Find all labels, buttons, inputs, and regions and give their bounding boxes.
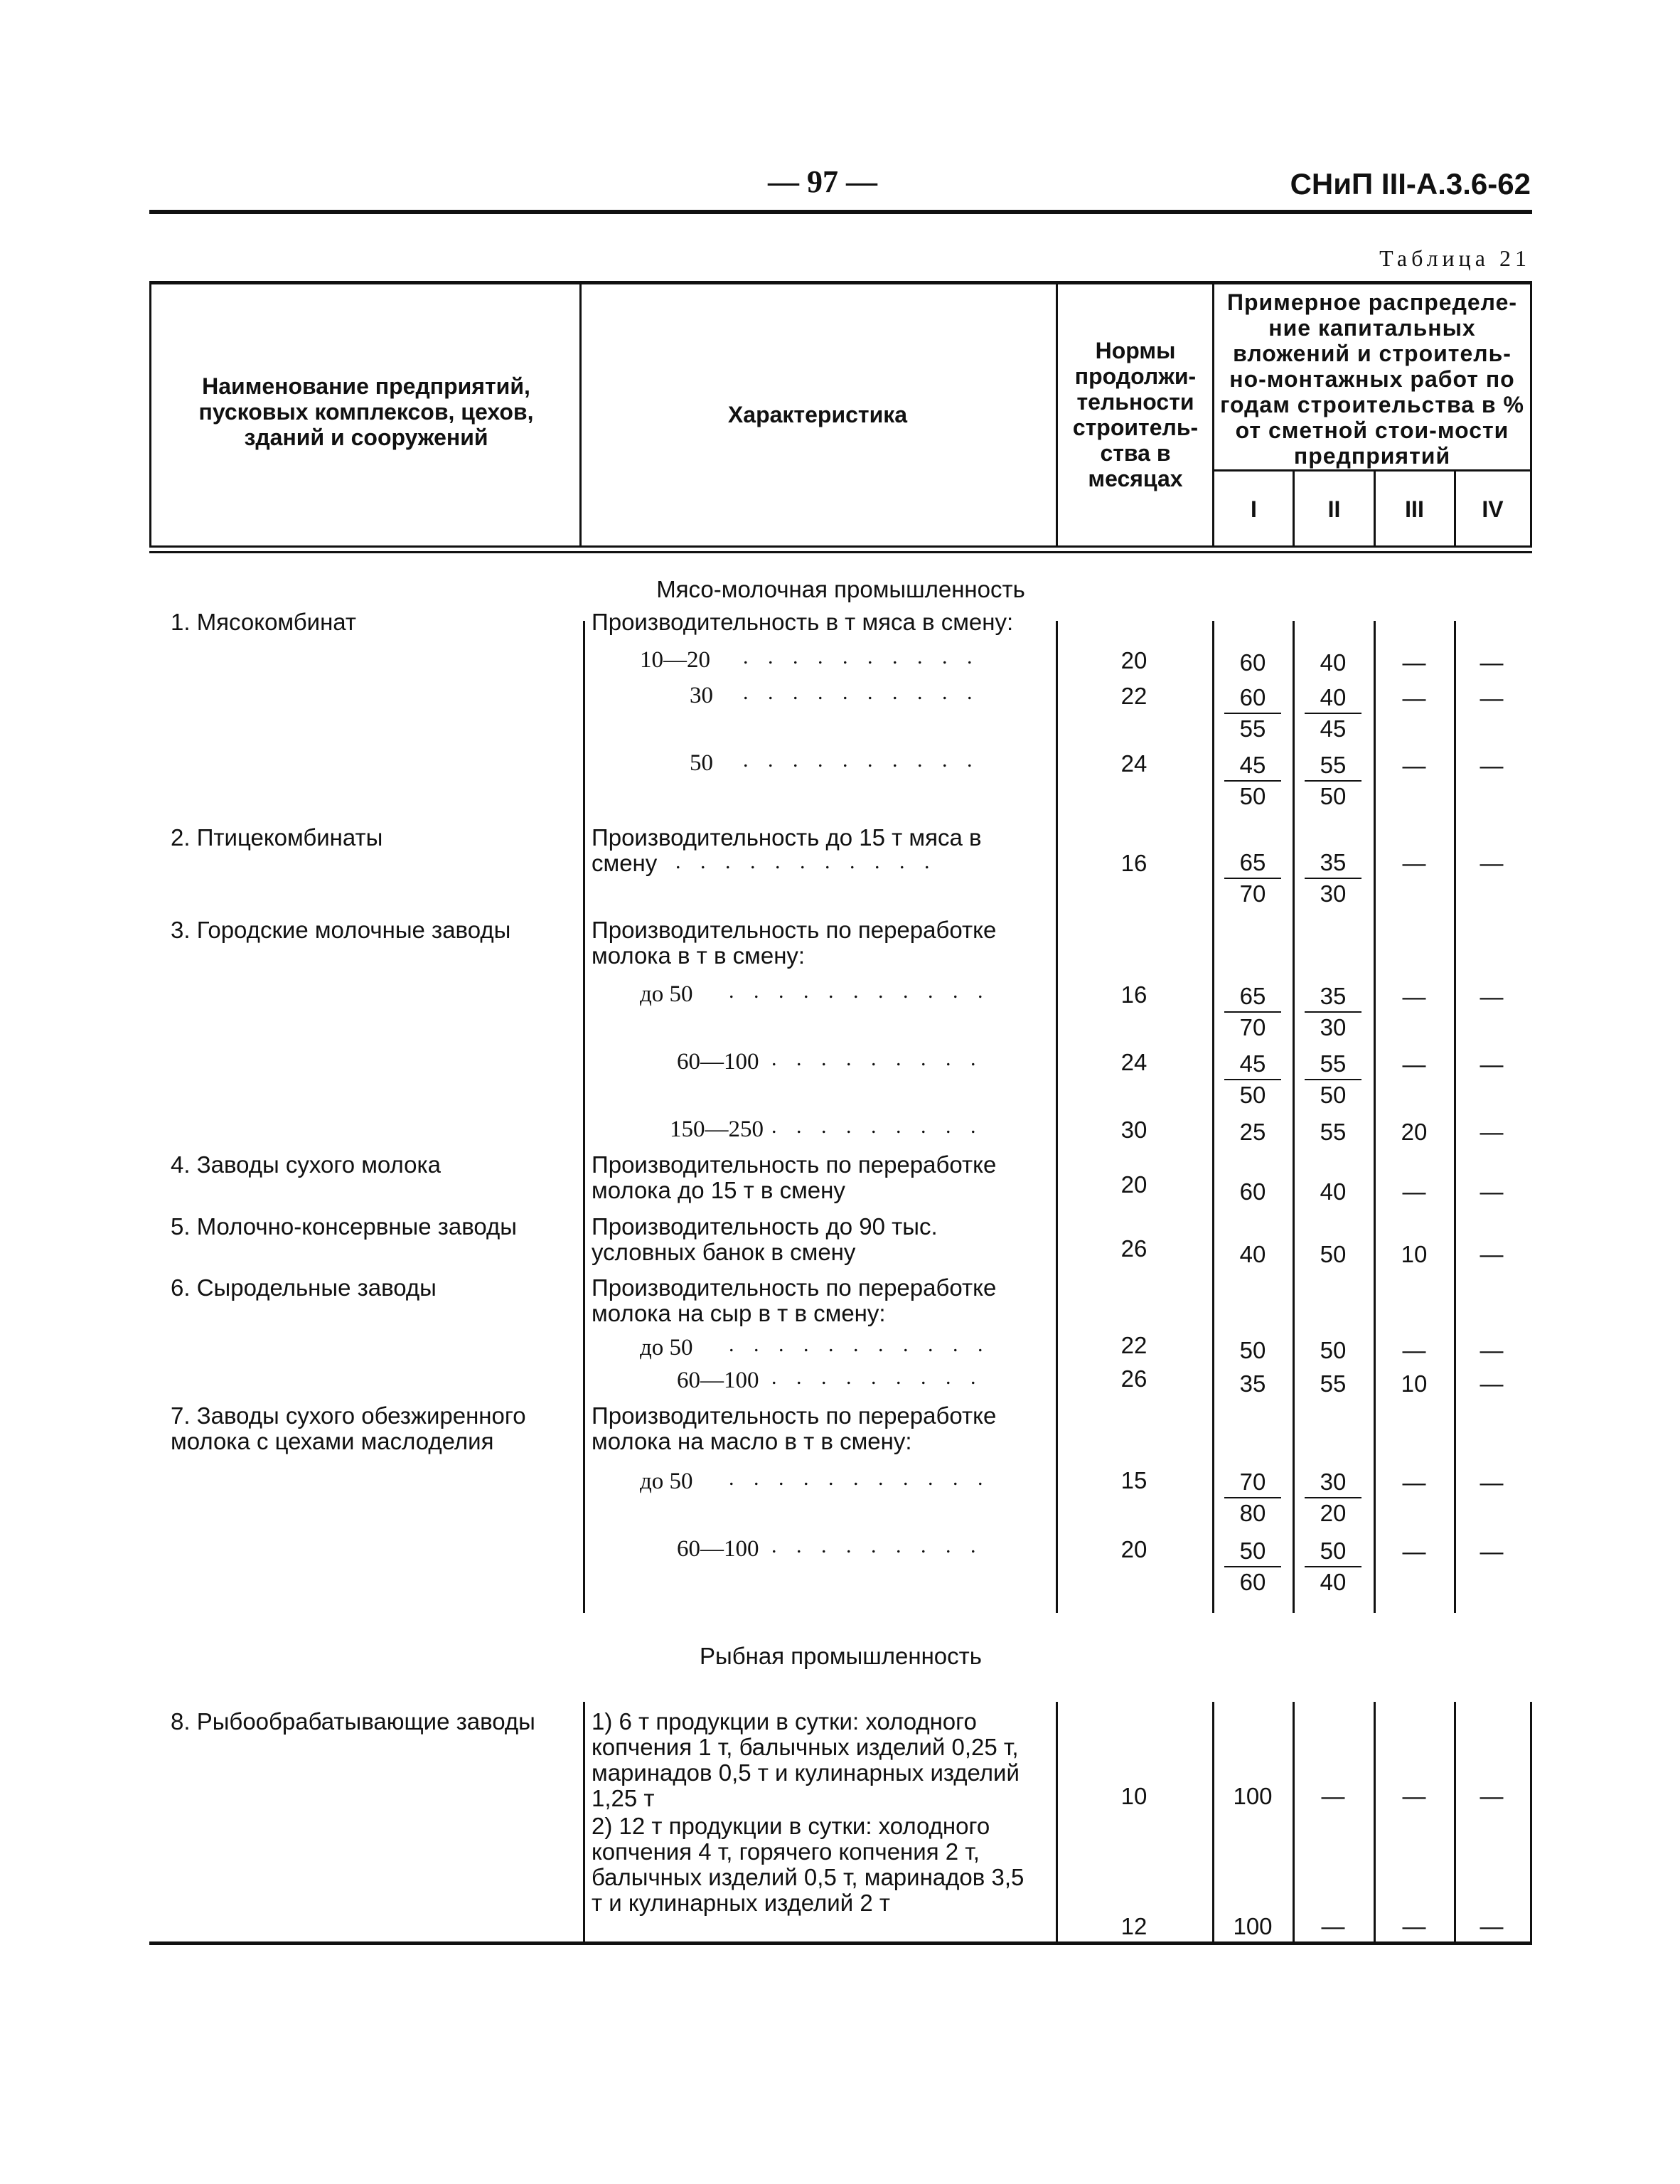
dot-leader: . . . . . . . . . (771, 1365, 983, 1389)
row-3-name: 3. Городские молочные заводы (171, 917, 511, 943)
row-7b-year-I-top: 50 (1224, 1536, 1281, 1567)
row-8b-year-III: — (1402, 1913, 1426, 1939)
row-5-characteristic: Производительность до 90 тыс. условных банок в смену (592, 1213, 938, 1265)
fish-col-divider-norm-right (1212, 1702, 1214, 1944)
row-2-year-III: — (1402, 850, 1426, 876)
fish-col-divider-right (1530, 1702, 1532, 1944)
dot-leader: . . . . . . . . . (771, 1047, 983, 1070)
header-bottom-rule-2 (149, 551, 1532, 553)
dot-leader: . . . . . . . . . . . (675, 850, 937, 873)
row-2-name: 2. Птицекомбинаты (171, 824, 383, 851)
header-distribution-column: Примерное распределе-ние капитальных вложений и строитель-но-монтажных работ по годам строительства в % от сметной стои-мости предприятий (1220, 289, 1524, 469)
norms-table (149, 281, 1532, 1949)
row-3b-year-III: — (1402, 1051, 1426, 1077)
row-7a-year-I-bottom: 80 (1239, 1500, 1266, 1526)
row-1b-year-I (1224, 683, 1281, 744)
body-col-divider-char-left (583, 621, 585, 1613)
row-1c-year-I (1224, 750, 1281, 811)
row-3a-year-IV: — (1480, 984, 1504, 1010)
body-col-divider-y1 (1293, 621, 1295, 1613)
dot-leader: . . . . . . . . . . (743, 748, 980, 772)
header-bottom-rule (149, 545, 1532, 548)
row-8b-characteristic: 2) 12 т продукции в сутки: холодного копчения 4 т, горячего копчения 2 т, балычных изделий 0,5 т, маринадов 3,5 т и кулинарных изделий 2 т (592, 1813, 1024, 1916)
row-1b-capacity: 30 (690, 683, 713, 708)
row-1c-year-IV: — (1480, 752, 1504, 779)
row-7b-year-I (1224, 1536, 1281, 1597)
header-rule (149, 210, 1532, 214)
row-7a-year-II-bottom: 20 (1320, 1500, 1347, 1526)
row-4-name: 4. Заводы сухого молока (171, 1151, 442, 1178)
row-6b-year-III: 10 (1401, 1370, 1428, 1397)
row-6a-norm: 22 (1120, 1332, 1147, 1358)
row-2-year-II-bottom: 30 (1320, 880, 1347, 907)
row-2-norm: 16 (1120, 850, 1147, 876)
row-3c-year-IV: — (1480, 1119, 1504, 1145)
row-8a-year-III: — (1402, 1783, 1426, 1809)
row-1a-year-II: 40 (1320, 649, 1347, 676)
row-7a-year-I-top: 70 (1224, 1467, 1281, 1498)
row-1b-year-I-bottom: 55 (1239, 715, 1266, 742)
fish-col-divider-y3 (1454, 1702, 1456, 1944)
row-3c-year-II: 55 (1320, 1119, 1347, 1145)
section-fish: Рыбная промышленность (700, 1643, 982, 1669)
header-col-divider-3 (1056, 281, 1058, 548)
header-year-III: III (1405, 496, 1424, 522)
row-2-year-II (1305, 848, 1361, 909)
row-8b-year-I: 100 (1233, 1913, 1273, 1939)
row-3a-year-II (1305, 981, 1361, 1043)
row-1c-year-I-top: 45 (1224, 750, 1281, 782)
row-7b-year-II (1305, 1536, 1361, 1597)
row-1-characteristic: Производительность в т мяса в смену: (592, 609, 1014, 635)
row-3b-capacity: 60—100 (677, 1049, 759, 1075)
row-3c-capacity: 150—250 (670, 1117, 764, 1142)
row-6a-year-IV: — (1480, 1337, 1504, 1363)
row-3a-year-II-top: 35 (1305, 981, 1361, 1013)
row-2-characteristic: Производительность до 15 т мяса в смену (592, 824, 982, 876)
row-3b-year-I-bottom: 50 (1239, 1082, 1266, 1108)
header-characteristic-column: Характеристика (727, 402, 908, 427)
fish-col-divider-y2 (1374, 1702, 1376, 1944)
header-norms-column: Нормы продолжи-тельности строитель-ства в месяцах (1072, 338, 1199, 491)
row-6b-capacity: 60—100 (677, 1368, 759, 1393)
dot-leader: . . . . . . . . . . . (729, 1466, 990, 1490)
header-col-divider-2 (579, 281, 582, 548)
row-3b-year-I-top: 45 (1224, 1049, 1281, 1080)
body-col-divider-norm-right (1212, 621, 1214, 1613)
row-5-year-IV: — (1480, 1241, 1504, 1267)
row-1-name: 1. Мясокомбинат (171, 609, 357, 635)
row-8b-norm: 12 (1120, 1913, 1147, 1939)
row-7a-year-III: — (1402, 1469, 1426, 1496)
fish-col-divider-char-right (1056, 1702, 1058, 1944)
header-col-divider-5 (1530, 281, 1532, 548)
row-4-year-I: 60 (1239, 1178, 1266, 1205)
header-col-divider-1 (149, 281, 151, 548)
row-1c-capacity: 50 (690, 750, 713, 776)
row-4-year-IV: — (1480, 1178, 1504, 1205)
table-label: Таблица 21 (1379, 245, 1531, 271)
row-7b-year-IV: — (1480, 1538, 1504, 1565)
row-6b-year-II: 55 (1320, 1370, 1347, 1397)
row-1c-norm: 24 (1120, 750, 1147, 777)
row-8a-year-I: 100 (1233, 1783, 1273, 1809)
dot-leader: . . . . . . . . . (771, 1534, 983, 1557)
row-7b-year-III: — (1402, 1538, 1426, 1565)
row-6b-norm: 26 (1120, 1365, 1147, 1392)
row-5-year-II: 50 (1320, 1241, 1347, 1267)
row-1b-year-II (1305, 683, 1361, 744)
row-6a-capacity: до 50 (640, 1335, 693, 1360)
row-2-year-I-top: 65 (1224, 848, 1281, 879)
row-7a-year-II (1305, 1467, 1361, 1528)
section-meat-dairy: Мясо-молочная промышленность (656, 576, 1025, 602)
dot-leader: . . . . . . . . . . (743, 681, 980, 704)
row-6b-year-IV: — (1480, 1370, 1504, 1397)
fish-col-divider-y1 (1293, 1702, 1295, 1944)
row-1c-year-I-bottom: 50 (1239, 783, 1266, 809)
row-8a-norm: 10 (1120, 1783, 1147, 1809)
row-1a-year-I: 60 (1239, 649, 1266, 676)
row-6a-year-III: — (1402, 1337, 1426, 1363)
row-8a-characteristic: 1) 6 т продукции в сутки: холодного копчения 1 т, балычных изделий 0,25 т, маринадов 0,5 т и кулинарных изделий 1,25 т (592, 1708, 1020, 1811)
row-1b-year-IV: — (1480, 685, 1504, 711)
row-3b-year-I (1224, 1049, 1281, 1110)
row-1c-year-III: — (1402, 752, 1426, 779)
header-name-column: Наименование предприятий, пусковых комплексов, цехов, зданий и сооружений (198, 373, 534, 450)
row-1a-norm: 20 (1120, 647, 1147, 673)
row-1c-year-II-bottom: 50 (1320, 783, 1347, 809)
row-3a-capacity: до 50 (640, 981, 693, 1007)
header-year-I: I (1251, 496, 1257, 522)
row-1b-norm: 22 (1120, 683, 1147, 709)
row-7b-year-II-top: 50 (1305, 1536, 1361, 1567)
row-3a-year-II-bottom: 30 (1320, 1014, 1347, 1040)
header-year-IV: IV (1482, 496, 1504, 522)
row-2-year-I (1224, 848, 1281, 909)
row-3b-year-II-bottom: 50 (1320, 1082, 1347, 1108)
header-years-rule (1212, 469, 1532, 472)
row-3a-year-I (1224, 981, 1281, 1043)
row-7a-year-I (1224, 1467, 1281, 1528)
row-7-name: 7. Заводы сухого обезжиренного молока с цехами маслоделия (171, 1402, 526, 1454)
row-1c-year-II (1305, 750, 1361, 811)
row-7b-norm: 20 (1120, 1536, 1147, 1562)
row-8b-year-II: — (1321, 1913, 1345, 1939)
row-4-norm: 20 (1120, 1171, 1147, 1198)
row-2-year-I-bottom: 70 (1239, 880, 1266, 907)
dot-leader: . . . . . . . . . . (743, 645, 980, 668)
dot-leader: . . . . . . . . . . . (729, 1333, 990, 1356)
row-7a-year-IV: — (1480, 1469, 1504, 1496)
row-4-year-III: — (1402, 1178, 1426, 1205)
row-3b-year-IV: — (1480, 1051, 1504, 1077)
row-6a-year-I: 50 (1239, 1337, 1266, 1363)
row-3c-norm: 30 (1120, 1117, 1147, 1143)
row-5-year-I: 40 (1239, 1241, 1266, 1267)
row-7b-capacity: 60—100 (677, 1536, 759, 1562)
row-6b-year-I: 35 (1239, 1370, 1266, 1397)
row-1a-year-III: — (1402, 649, 1426, 676)
header-year-II: II (1327, 496, 1341, 522)
row-3c-year-III: 20 (1401, 1119, 1428, 1145)
row-4-year-II: 40 (1320, 1178, 1347, 1205)
row-1b-year-I-top: 60 (1224, 683, 1281, 714)
row-3a-norm: 16 (1120, 981, 1147, 1008)
row-1b-year-II-bottom: 45 (1320, 715, 1347, 742)
row-6-characteristic: Производительность по переработке молока на сыр в т в смену: (592, 1274, 997, 1326)
fish-col-divider-char-left (583, 1702, 585, 1944)
row-6-name: 6. Сыродельные заводы (171, 1274, 437, 1301)
row-3a-year-III: — (1402, 984, 1426, 1010)
row-3-characteristic: Производительность по переработке молока в т в смену: (592, 917, 997, 969)
row-6a-year-II: 50 (1320, 1337, 1347, 1363)
row-8-name: 8. Рыбообрабатывающие заводы (171, 1708, 535, 1735)
row-1a-capacity: 10—20 (640, 647, 710, 673)
row-8b-year-IV: — (1480, 1913, 1504, 1939)
row-7b-year-I-bottom: 60 (1239, 1569, 1266, 1595)
dot-leader: . . . . . . . . . . . (729, 979, 990, 1003)
row-7b-year-II-bottom: 40 (1320, 1569, 1347, 1595)
row-1b-year-II-top: 40 (1305, 683, 1361, 714)
page-number: — 97 — (768, 164, 877, 199)
table-bottom-rule (149, 1941, 1532, 1945)
row-5-year-III: 10 (1401, 1241, 1428, 1267)
row-1a-year-IV: — (1480, 649, 1504, 676)
row-5-name: 5. Молочно-консервные заводы (171, 1213, 518, 1240)
row-8a-year-IV: — (1480, 1783, 1504, 1809)
body-col-divider-char-right (1056, 621, 1058, 1613)
row-3a-year-I-top: 65 (1224, 981, 1281, 1013)
row-5-norm: 26 (1120, 1235, 1147, 1262)
table-top-rule (149, 281, 1532, 284)
dot-leader: . . . . . . . . . (771, 1114, 983, 1138)
row-2-year-IV: — (1480, 850, 1504, 876)
row-3b-norm: 24 (1120, 1049, 1147, 1075)
row-7-characteristic: Производительность по переработке молока на масло в т в смену: (592, 1402, 997, 1454)
row-8a-year-II: — (1321, 1783, 1345, 1809)
row-3b-year-II-top: 55 (1305, 1049, 1361, 1080)
row-7a-norm: 15 (1120, 1467, 1147, 1493)
row-7a-year-II-top: 30 (1305, 1467, 1361, 1498)
row-7a-capacity: до 50 (640, 1469, 693, 1494)
row-3a-year-I-bottom: 70 (1239, 1014, 1266, 1040)
row-2-year-II-top: 35 (1305, 848, 1361, 879)
row-4-characteristic: Производительность по переработке молока до 15 т в смену (592, 1151, 997, 1203)
row-3b-year-II (1305, 1049, 1361, 1110)
document-code: СНиП III-А.3.6-62 (1290, 167, 1531, 201)
row-3c-year-I: 25 (1239, 1119, 1266, 1145)
row-1c-year-II-top: 55 (1305, 750, 1361, 782)
body-col-divider-y2 (1374, 621, 1376, 1613)
row-1b-year-III: — (1402, 685, 1426, 711)
